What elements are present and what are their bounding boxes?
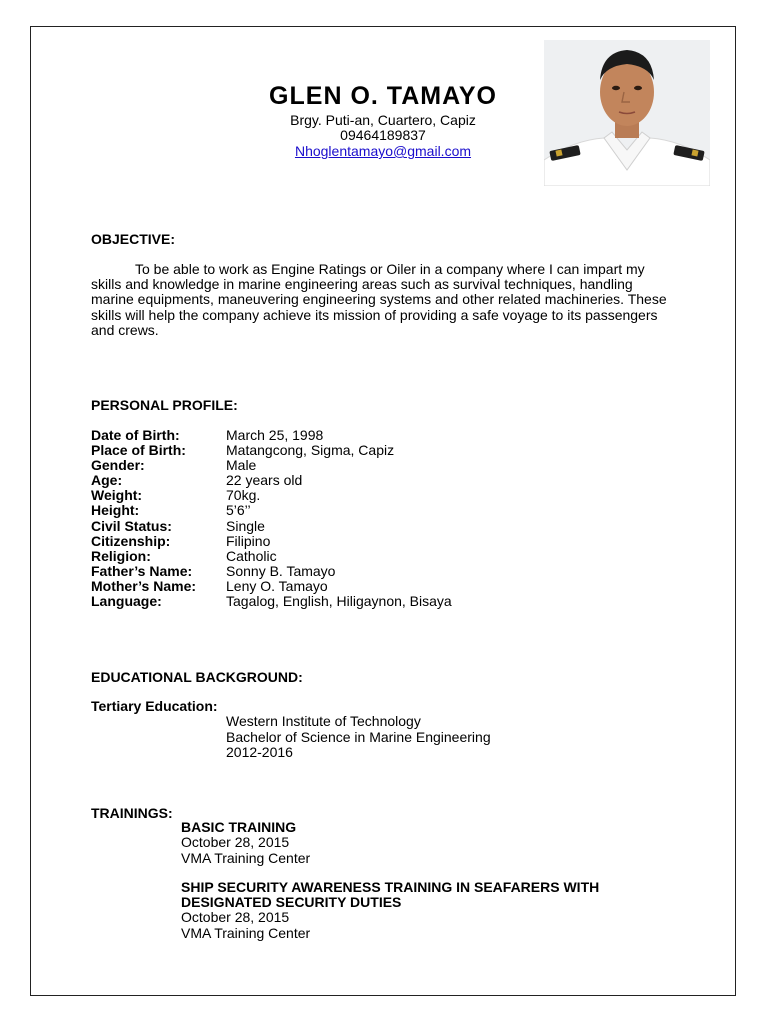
- profile-value: Male: [226, 457, 257, 474]
- profile-value: Sonny B. Tamayo: [226, 562, 336, 579]
- phone: 09464189837: [340, 127, 426, 143]
- objective-heading: OBJECTIVE:: [91, 231, 176, 247]
- personal-profile-heading: PERSONAL PROFILE:: [91, 397, 238, 413]
- profile-row: [91, 564, 452, 579]
- profile-label: Place of Birth:: [91, 442, 186, 459]
- training-title-line2: DESIGNATED SECURITY DUTIES: [181, 894, 402, 910]
- profile-value: 70kg.: [226, 487, 261, 504]
- profile-value: 22 years old: [226, 472, 303, 489]
- profile-label: Weight:: [91, 487, 143, 504]
- profile-row: [91, 503, 452, 518]
- training-center: VMA Training Center: [181, 850, 311, 866]
- profile-row: [91, 519, 452, 534]
- educational-background-heading: EDUCATIONAL BACKGROUND:: [91, 669, 303, 685]
- training-center: VMA Training Center: [181, 925, 311, 941]
- profile-row: [91, 549, 452, 564]
- profile-label: Civil Status:: [91, 517, 172, 534]
- profile-row: [91, 473, 452, 488]
- profile-label: Language:: [91, 593, 162, 610]
- profile-row: [91, 534, 452, 549]
- profile-value: Matangcong, Sigma, Capiz: [226, 442, 395, 459]
- profile-label: Religion:: [91, 547, 151, 564]
- profile-label: Mother’s Name:: [91, 577, 197, 594]
- training-title: BASIC TRAINING: [181, 819, 297, 835]
- profile-label: Gender:: [91, 457, 145, 474]
- profile-label: Age:: [91, 472, 123, 489]
- address: Brgy. Puti-an, Cuartero, Capiz: [290, 112, 476, 128]
- profile-label: Father’s Name:: [91, 562, 193, 579]
- profile-label: Height:: [91, 502, 140, 519]
- profile-value: Leny O. Tamayo: [226, 577, 328, 594]
- profile-value: Single: [226, 517, 265, 534]
- email-link-wrap: [200, 143, 566, 159]
- profile-row: [91, 488, 452, 503]
- training-date: October 28, 2015: [181, 909, 290, 925]
- personal-profile-table: [91, 428, 452, 609]
- tertiary-education-label: Tertiary Education:: [91, 698, 218, 714]
- degree: Bachelor of Science in Marine Engineering: [226, 729, 491, 745]
- school-name: Western Institute of Technology: [226, 713, 421, 729]
- profile-row: [91, 594, 452, 609]
- profile-row: [91, 458, 452, 473]
- training-date: October 28, 2015: [181, 834, 290, 850]
- profile-value: Catholic: [226, 547, 277, 564]
- profile-value: 5’6’’: [226, 502, 251, 519]
- profile-label: Citizenship:: [91, 532, 171, 549]
- profile-value: Tagalog, English, Hiligaynon, Bisaya: [226, 593, 452, 610]
- profile-row: [91, 428, 452, 443]
- school-years: 2012-2016: [226, 744, 293, 760]
- profile-value: Filipino: [226, 532, 271, 549]
- trainings-heading: TRAININGS:: [91, 805, 173, 821]
- objective-text: To be able to work as Engine Ratings or Oiler in a company where I can impart my skills and knowledge in marine engineering areas such as survival techniques, handling marine equipments, maneuvering engineering systems and other related machineries. These skills will help the company achieve its mission of providing a safe voyage to its passengers and crews.: [91, 261, 667, 338]
- profile-label: Date of Birth:: [91, 427, 180, 443]
- training-title: SHIP SECURITY AWARENESS TRAINING IN SEAFARERS WITH: [181, 879, 600, 895]
- applicant-name: GLEN O. TAMAYO: [269, 82, 497, 110]
- profile-row: [91, 443, 452, 458]
- profile-value: March 25, 1998: [226, 427, 324, 443]
- email-link[interactable]: Nhoglentamayo@gmail.com: [294, 143, 472, 159]
- profile-photo: [544, 40, 710, 186]
- profile-row: [91, 579, 452, 594]
